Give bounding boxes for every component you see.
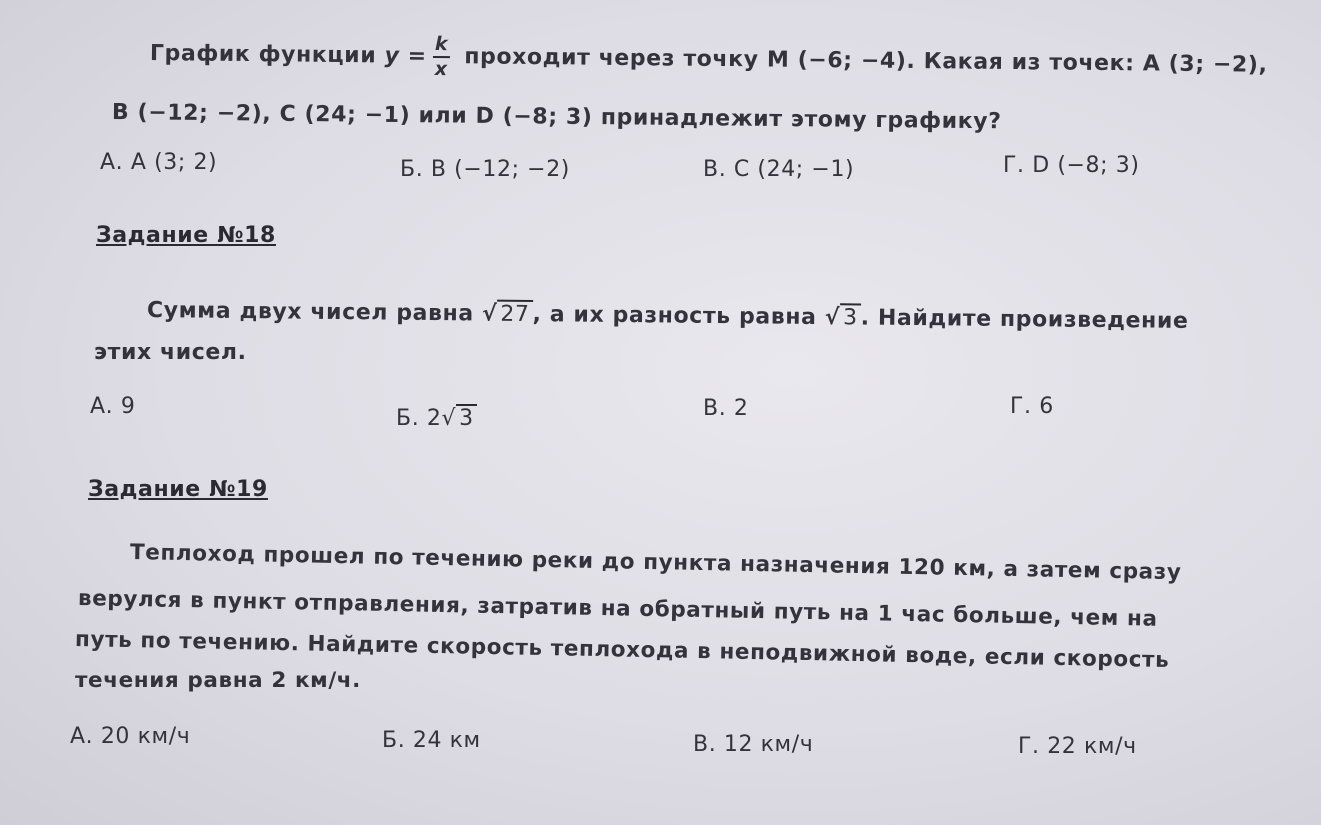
sqrt-3-answer-radicand: 3 <box>456 404 477 431</box>
q17-point-a: A (3; −2), <box>1142 51 1268 78</box>
q19-line-4: течения равна 2 км/ч. <box>75 668 361 693</box>
q19-option-d: Г. 22 км/ч <box>1018 734 1137 759</box>
q18-line-1 <box>147 296 1189 334</box>
fraction-denominator: x <box>434 57 448 81</box>
sqrt-3-radicand: 3 <box>840 303 861 330</box>
q18-option-b <box>396 404 477 431</box>
sqrt-3-answer: √ 3 <box>441 404 476 431</box>
function-lhs: y = <box>384 43 427 69</box>
q19-option-b: Б. 24 км <box>382 728 481 753</box>
q17-point-m: M (−6; −4). Какая из точек: <box>766 47 1135 77</box>
q18-option-c: В. 2 <box>703 396 749 421</box>
function-fraction <box>433 32 451 81</box>
q17-option-d: Г. D (−8; 3) <box>1003 153 1140 178</box>
q19-option-a: А. 20 км/ч <box>70 724 191 749</box>
q19-line-1: Теплоход прошел по течению реки до пункта назначения 120 км, а затем сразу <box>129 540 1182 586</box>
q18-text-a: Сумма двух чисел равна <box>146 298 474 327</box>
q17-line-2: B (−12; −2), C (24; −1) или D (−8; 3) принадлежит этому графику? <box>111 100 1002 135</box>
q17-option-a: А. A (3; 2) <box>100 150 218 175</box>
q19-heading: Задание №19 <box>88 477 268 502</box>
q18-option-d: Г. 6 <box>1010 394 1054 419</box>
sqrt-27-radicand: 27 <box>497 300 532 327</box>
q17-line-1 <box>150 32 1268 88</box>
fraction-numerator: k <box>434 32 449 56</box>
q18-option-a: А. 9 <box>90 394 136 419</box>
q19-line-3: путь по течению. Найдите скорость теплохода в неподвижной воде, если скорость <box>74 627 1170 674</box>
q19-line-2: верулся в пункт отправления, затратив на обратный путь на 1 час больше, чем на <box>77 586 1158 632</box>
q19-option-c: В. 12 км/ч <box>693 732 814 757</box>
sqrt-27: √ 27 <box>482 300 533 328</box>
sqrt-3: √ 3 <box>825 303 861 330</box>
q18-text-b: , а их разность равна <box>532 302 817 331</box>
q18-option-b-prefix: Б. 2 <box>396 406 442 431</box>
q17-option-c: В. C (24; −1) <box>703 157 855 182</box>
q18-text-c: . Найдите произведение <box>860 305 1189 334</box>
q18-heading: Задание №18 <box>96 223 276 248</box>
q18-line-2: этих чисел. <box>94 340 247 365</box>
q17-option-b: Б. B (−12; −2) <box>400 157 570 182</box>
q17-text-b: проходит через точку <box>464 44 759 73</box>
q17-text-a: График функции <box>149 41 377 69</box>
